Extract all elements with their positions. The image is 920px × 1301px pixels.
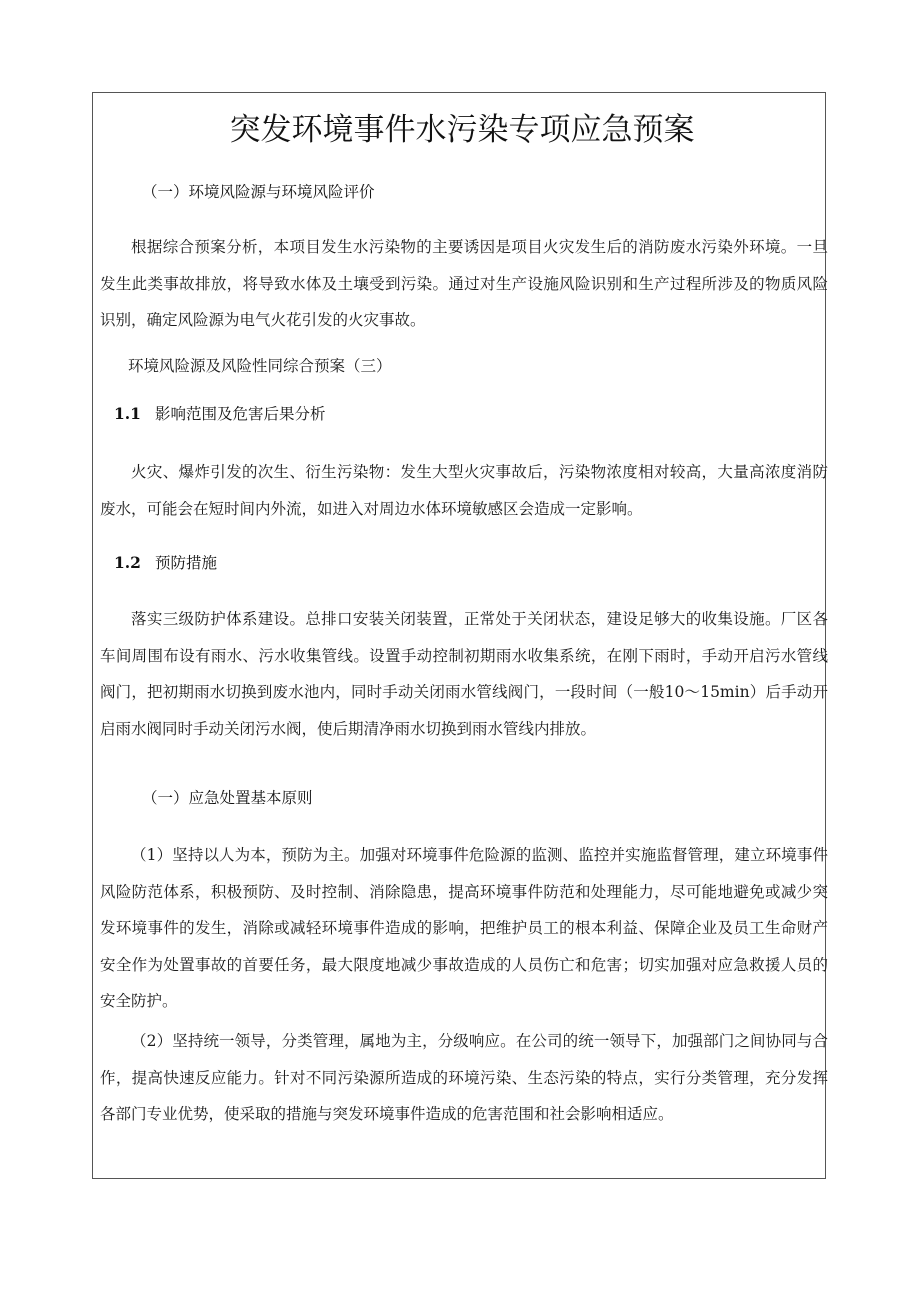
subsection-title: 预防措施 [154,554,217,572]
document-title: 突发环境事件水污染专项应急预案 [229,112,695,148]
subsection-heading-prevention [114,551,217,573]
subsection-title: 影响范围及危害后果分析 [154,405,326,423]
subsection-number: 1.2 [114,553,141,572]
section-heading-principles: （一）应急处置基本原则 [142,789,313,807]
section-heading-risk-sources: （一）环境风险源与环境风险评价 [142,183,375,201]
paragraph-principle-2: （2）坚持统一领导，分类管理，属地为主，分级响应。在公司的统一领导下，加强部门之间协同与合作，提高快速反应能力。针对不同污染源所造成的环境污染、生态污染的特点，实行分类管理，充分发挥各部门专业优势，使采取的措施与突发环境事件造成的危害范围和社会影响相适应。 [100,1032,828,1123]
paragraph-principle-1: （1）坚持以人为本，预防为主。加强对环境事件危险源的监测、监控并实施监督管理，建立环境事件风险防范体系，积极预防、及时控制、消除隐患，提高环境事件防范和处理能力，尽可能地避免或减少突发环境事件的发生，消除或减轻环境事件造成的影响，把维护员工的根本利益、保障企业及员工生命财产安全作为处置事故的首要任务，最大限度地减少事故造成的人员伤亡和危害；切实加强对应急救援人员的安全防护。 [100,846,828,1010]
paragraph-risk-analysis: 根据综合预案分析，本项目发生水污染物的主要诱因是项目火灾发生后的消防废水污染外环境。一旦发生此类事故排放，将导致水体及土壤受到污染。通过对生产设施风险识别和生产过程所涉及的物质风险识别，确定风险源为电气火花引发的火灾事故。 [100,238,828,329]
paragraph-prevention-measures: 落实三级防护体系建设。总排口安装关闭装置，正常处于关闭状态，建设足够大的收集设施。厂区各车间周围布设有雨水、污水收集管线。设置手动控制初期雨水收集系统，在刚下雨时，手动开启污水管线阀门，把初期雨水切换到废水池内，同时手动关闭雨水管线阀门，一段时间（一般10～15min）后手动开启雨水阀同时手动关闭污水阀，使后期清净雨水切换到雨水管线内排放。 [100,610,828,738]
subsection-number: 1.1 [114,404,141,423]
paragraph-impact-analysis: 火灾、爆炸引发的次生、衍生污染物：发生大型火灾事故后，污染物浓度相对较高，大量高浓度消防废水，可能会在短时间内外流，如进入对周边水体环境敏感区会造成一定影响。 [100,463,828,518]
paragraph-risk-note: 环境风险源及风险性同综合预案（三） [128,357,392,375]
subsection-heading-impact [114,402,325,424]
